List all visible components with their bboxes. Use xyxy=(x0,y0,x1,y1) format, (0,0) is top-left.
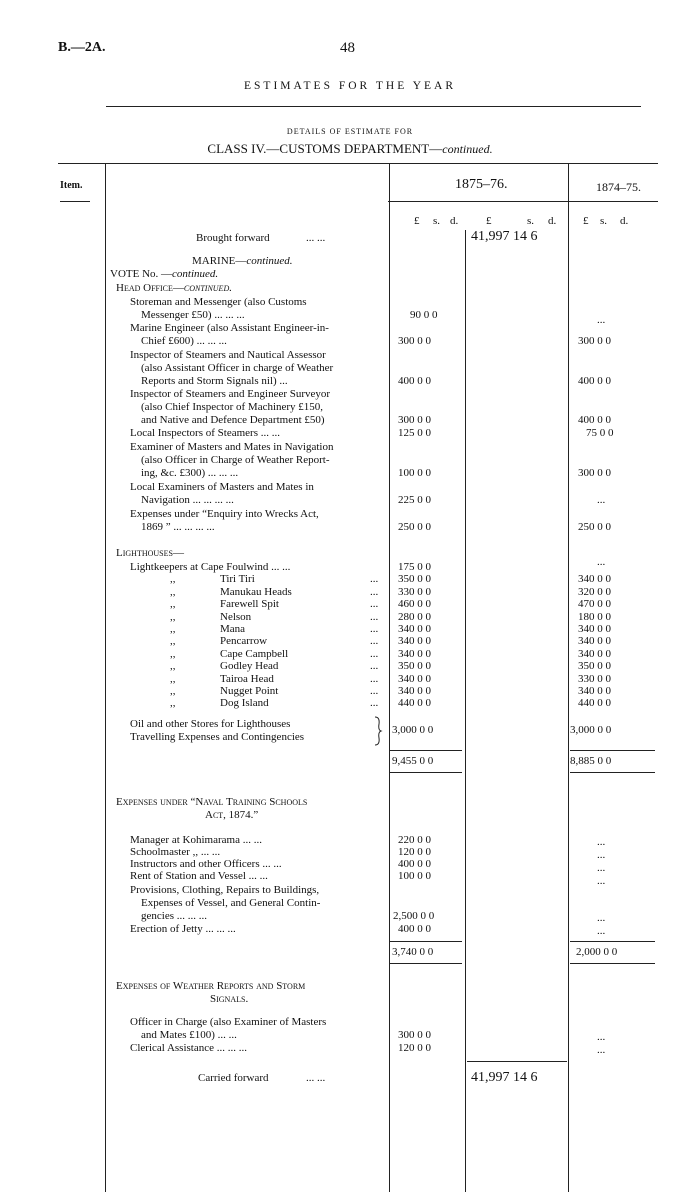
value-1874: 340 0 0 xyxy=(578,573,611,586)
vote-heading: VOTE No. —continued. xyxy=(110,268,219,280)
ditto-mark: ,, xyxy=(170,573,176,586)
leader-dots: ... xyxy=(370,610,379,623)
value-1875: 460 0 0 xyxy=(398,598,431,611)
leader-dots: ... xyxy=(370,660,379,673)
row-label: Local Inspectors of Steamers ... ... xyxy=(130,427,280,439)
row-label: Messenger £50) ... ... ... xyxy=(141,309,245,321)
row-label: ing, &c. £300) ... ... ... xyxy=(141,467,239,479)
value-1875: 340 0 0 xyxy=(398,647,431,660)
ditto-mark: ,, xyxy=(170,647,176,660)
year-col-divider xyxy=(568,163,569,1192)
value-1875: 100 0 0 xyxy=(398,870,431,882)
pound-header: £ xyxy=(583,215,589,227)
subtotal-rule xyxy=(570,941,655,942)
value-1874: 400 0 0 xyxy=(578,414,611,426)
value-1875: 340 0 0 xyxy=(398,685,431,697)
value-1875: 330 0 0 xyxy=(398,585,431,598)
subtotal-rule xyxy=(390,772,462,773)
leader-dots: ... xyxy=(370,573,379,586)
row-label: Expenses under “Enquiry into Wrecks Act, xyxy=(130,508,319,520)
row-label: Examiner of Masters and Mates in Navigation xyxy=(130,441,334,453)
carried-forward-label: Carried forward xyxy=(198,1072,269,1084)
naval-heading-act: Act, 1874.” xyxy=(205,809,259,821)
value-1875: 125 0 0 xyxy=(398,427,431,439)
pence-header: d. xyxy=(620,215,629,227)
row-label: (also Assistant Officer in charge of Weather xyxy=(141,362,334,374)
row-label: Rent of Station and Vessel ... ... xyxy=(130,870,268,882)
shilling-header: s. xyxy=(433,215,441,227)
row-label: and Native and Defence Department £50) xyxy=(141,414,325,426)
value-1874: ... xyxy=(597,494,606,506)
row-label: (also Chief Inspector of Machinery £150, xyxy=(141,401,324,413)
lighthouse-name: Pencarrow xyxy=(220,635,268,648)
pound-header: £ xyxy=(414,215,420,227)
row-label: Chief £600) ... ... ... xyxy=(141,335,227,347)
value-1875: 225 0 0 xyxy=(398,494,431,506)
value-1874: ... xyxy=(597,314,606,326)
value-1874: 300 0 0 xyxy=(578,335,611,347)
value-1875: 400 0 0 xyxy=(398,923,431,935)
row-label: Inspector of Steamers and Nautical Assessor xyxy=(130,349,326,361)
row-label: (also Officer in Charge of Weather Report- xyxy=(141,454,330,466)
leader-dots: ... xyxy=(370,623,379,635)
leader-dots: ... xyxy=(370,685,379,697)
carried-forward-rule xyxy=(467,1061,567,1062)
value-1874: 340 0 0 xyxy=(578,623,611,635)
row-label: Reports and Storm Signals nil) ... xyxy=(141,375,288,387)
year-1875-header: 1875–76. xyxy=(455,177,508,192)
lightkeepers-label: Lightkeepers at Cape Foulwind ... ... xyxy=(130,561,291,573)
ditto-mark: ,, xyxy=(170,697,176,710)
header-bottom-rule xyxy=(388,201,658,202)
value-1874: ... xyxy=(597,912,606,924)
travelling-expenses-label: Travelling Expenses and Contingencies xyxy=(130,731,305,743)
lighthouse-name: Godley Head xyxy=(220,660,279,673)
value-1874: 350 0 0 xyxy=(578,660,611,673)
lighthouse-name: Dog Island xyxy=(220,697,269,710)
lighthouse-name: Tairoa Head xyxy=(220,672,274,685)
lighthouse-name: Nelson xyxy=(220,610,252,623)
row-label: Navigation ... ... ... ... xyxy=(141,494,234,506)
row-label: Clerical Assistance ... ... ... xyxy=(130,1042,248,1054)
value-1874: ... xyxy=(597,836,606,848)
lighthouse-name: Mana xyxy=(220,623,246,635)
value-1874: ... xyxy=(597,862,606,874)
lighthouse-name: Manukau Heads xyxy=(220,585,292,598)
shilling-header: s. xyxy=(527,215,535,227)
value-1875: 340 0 0 xyxy=(398,623,431,635)
header-rule xyxy=(106,106,641,107)
shilling-header: s. xyxy=(600,215,608,227)
leader-dots: ... xyxy=(370,672,379,685)
desc-col-divider xyxy=(389,163,390,1192)
report-reference: B.—2A. xyxy=(58,40,106,55)
item-col-rule xyxy=(60,201,90,202)
carried-forward-total: 41,997 14 6 xyxy=(471,1070,538,1085)
value-1874: 250 0 0 xyxy=(578,521,611,533)
value-1874: ... xyxy=(597,875,606,887)
ditto-mark: ,, xyxy=(170,623,176,635)
details-title: DETAILS OF ESTIMATE FOR xyxy=(286,127,414,136)
value-1875: 120 0 0 xyxy=(398,1042,431,1054)
item-col-divider xyxy=(105,163,106,1192)
leader-dots: ... xyxy=(370,598,379,611)
leader-dots: ... xyxy=(370,585,379,598)
marine-heading: MARINE—continued. xyxy=(192,255,293,267)
subtotal-rule xyxy=(390,750,462,751)
value-1875: 3,000 0 0 xyxy=(392,724,434,736)
item-column-header: Item. xyxy=(60,180,83,191)
subtotal-rule xyxy=(570,772,655,773)
subtotal-rule xyxy=(570,963,655,964)
class-title: CLASS IV.—CUSTOMS DEPARTMENT—continued. xyxy=(207,141,493,156)
value-1874: 75 0 0 xyxy=(586,427,614,439)
head-office-heading: Head Office—continued. xyxy=(116,282,232,294)
value-1875: 280 0 0 xyxy=(398,610,431,623)
value-1875: 350 0 0 xyxy=(398,573,431,586)
row-label: Instructors and other Officers ... ... xyxy=(130,858,282,870)
col-divider-mid xyxy=(465,230,466,1192)
brought-forward-label: Brought forward xyxy=(196,232,270,244)
value-1875: 300 0 0 xyxy=(398,414,431,426)
value-1875: 340 0 0 xyxy=(398,672,431,685)
lighthouse-name: Cape Campbell xyxy=(220,647,289,660)
brace-icon xyxy=(373,716,383,746)
value-1874: ... xyxy=(597,556,606,568)
value-1875: 440 0 0 xyxy=(398,697,431,710)
value-1874: 470 0 0 xyxy=(578,598,611,611)
value-1875: 220 0 0 xyxy=(398,834,431,846)
value-1874: ... xyxy=(597,1031,606,1043)
value-1875: 250 0 0 xyxy=(398,521,431,533)
value-1875: 2,500 0 0 xyxy=(393,910,435,922)
row-label: gencies ... ... ... xyxy=(141,910,207,922)
carried-forward-dots: ... ... xyxy=(306,1072,326,1084)
value-1875: 100 0 0 xyxy=(398,467,431,479)
value-1874: 340 0 0 xyxy=(578,635,611,648)
ditto-mark: ,, xyxy=(170,660,176,673)
row-label: Marine Engineer (also Assistant Engineer-in- xyxy=(130,322,329,334)
year-1874-header: 1874–75. xyxy=(596,180,641,194)
ditto-mark: ,, xyxy=(170,672,176,685)
leader-dots: ... xyxy=(370,635,379,648)
ditto-mark: ,, xyxy=(170,610,176,623)
brought-forward-total: 41,997 14 6 xyxy=(471,229,538,244)
value-1875: 300 0 0 xyxy=(398,1029,431,1041)
value-1875: 300 0 0 xyxy=(398,335,431,347)
subtotal-rule xyxy=(390,941,462,942)
value-1874: 340 0 0 xyxy=(578,685,611,697)
naval-subtotal-1874: 2,000 0 0 xyxy=(576,946,618,958)
row-label: 1869 ” ... ... ... ... xyxy=(141,521,215,533)
page-number: 48 xyxy=(340,40,355,56)
subtotal-rule xyxy=(570,750,655,751)
row-label: Expenses of Vessel, and General Contin- xyxy=(141,897,321,909)
estimates-title: ESTIMATES FOR THE YEAR xyxy=(244,80,456,92)
value-1875: 340 0 0 xyxy=(398,635,431,648)
value-1874: ... xyxy=(597,1044,606,1056)
ditto-mark: ,, xyxy=(170,685,176,697)
ditto-mark: ,, xyxy=(170,598,176,611)
row-label: Manager at Kohimarama ... ... xyxy=(130,834,262,846)
weather-heading: Expenses of Weather Reports and Storm xyxy=(116,980,306,992)
value-1875: 90 0 0 xyxy=(410,309,438,321)
value-1874: ... xyxy=(597,925,606,937)
pence-header: d. xyxy=(548,215,557,227)
leader-dots: ... xyxy=(370,647,379,660)
value-1874: 340 0 0 xyxy=(578,647,611,660)
lighthouse-name: Nugget Point xyxy=(220,685,279,697)
value-1874: 180 0 0 xyxy=(578,610,611,623)
row-label: Local Examiners of Masters and Mates in xyxy=(130,481,314,493)
weather-heading-signals: Signals. xyxy=(210,993,249,1005)
value-1874: ... xyxy=(597,849,606,861)
lighthouses-heading: Lighthouses— xyxy=(116,547,184,559)
row-label: Provisions, Clothing, Repairs to Buildings, xyxy=(130,884,320,896)
value-1874: 440 0 0 xyxy=(578,697,611,710)
row-label: and Mates £100) ... ... xyxy=(141,1029,237,1041)
value-1874: 320 0 0 xyxy=(578,585,611,598)
row-label: Storeman and Messenger (also Customs xyxy=(130,296,307,308)
value-1875: 175 0 0 xyxy=(398,561,431,573)
naval-heading: Expenses under “Naval Training Schools xyxy=(116,796,308,808)
ditto-mark: ,, xyxy=(170,635,176,648)
row-label: Inspector of Steamers and Engineer Surveyor xyxy=(130,388,331,400)
value-1874: 330 0 0 xyxy=(578,672,611,685)
value-1875: 400 0 0 xyxy=(398,375,431,387)
value-1875: 120 0 0 xyxy=(398,846,431,858)
value-1874: 3,000 0 0 xyxy=(570,724,612,736)
naval-subtotal-1875: 3,740 0 0 xyxy=(392,946,434,958)
row-label: Officer in Charge (also Examiner of Masters xyxy=(130,1016,327,1028)
lighthouse-name: Farewell Spit xyxy=(220,598,279,611)
row-label: Erection of Jetty ... ... ... xyxy=(130,923,236,935)
lighthouse-subtotal-1875: 9,455 0 0 xyxy=(392,755,434,767)
value-1874: 400 0 0 xyxy=(578,375,611,387)
pence-header: d. xyxy=(450,215,459,227)
pound-header: £ xyxy=(486,215,492,227)
lighthouse-name: Tiri Tiri xyxy=(220,573,255,586)
brought-forward-dots: ... ... xyxy=(306,232,326,244)
row-label: Schoolmaster ,, ... ... xyxy=(130,846,221,858)
lighthouse-subtotal-1874: 8,885 0 0 xyxy=(570,755,612,767)
leader-dots: ... xyxy=(370,697,379,710)
value-1875: 400 0 0 xyxy=(398,858,431,870)
subtotal-rule xyxy=(390,963,462,964)
ditto-mark: ,, xyxy=(170,585,176,598)
value-1875: 350 0 0 xyxy=(398,660,431,673)
value-1874: 300 0 0 xyxy=(578,467,611,479)
oil-stores-label: Oil and other Stores for Lighthouses xyxy=(130,718,291,730)
